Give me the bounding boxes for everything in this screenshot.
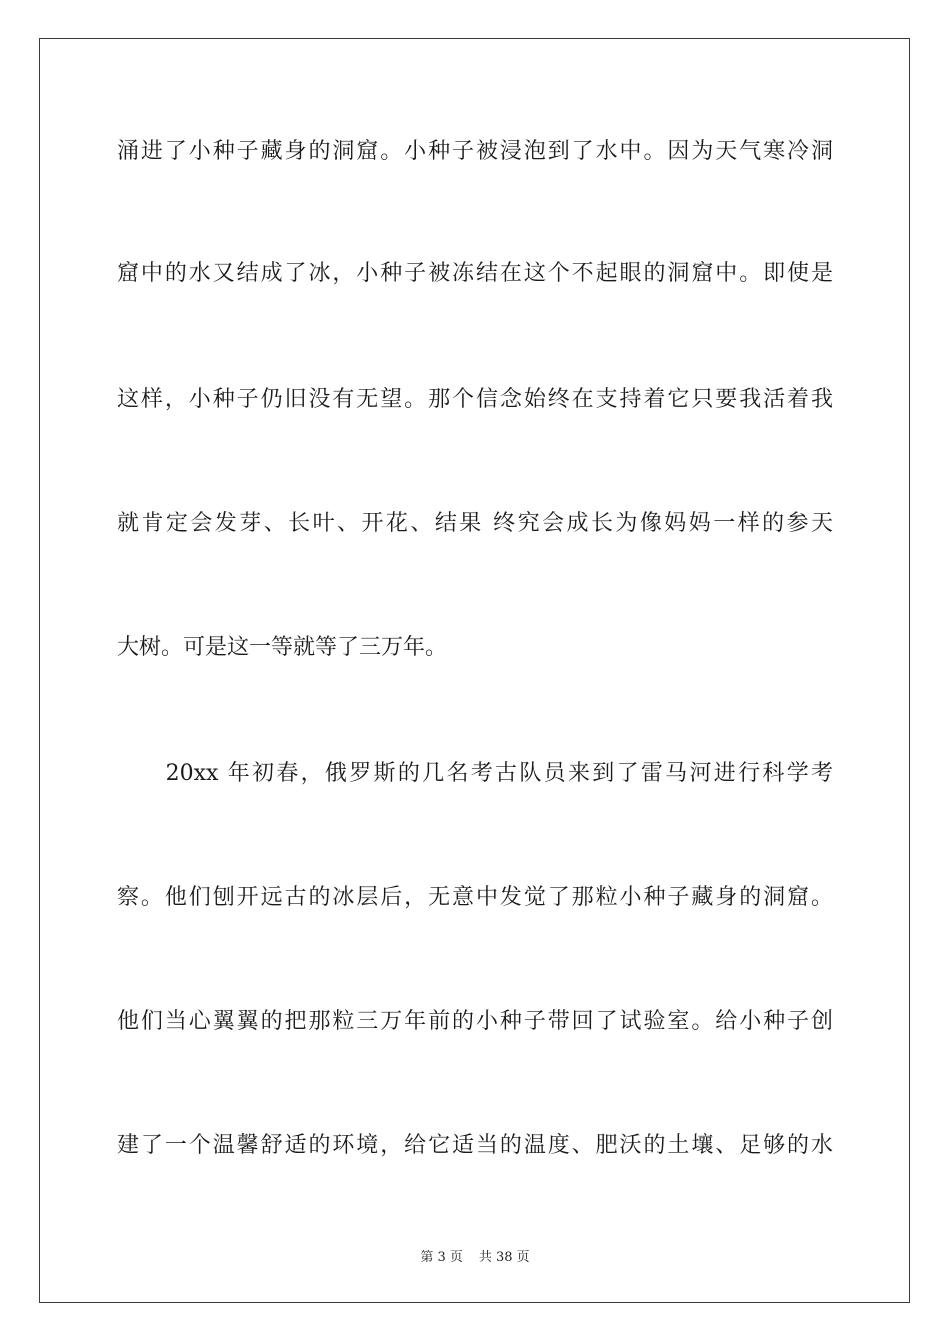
text-line: 这样，小种子仍旧没有无望。那个信念始终在支持着它只要我活着我 [117, 387, 833, 412]
page-total: 共 38 页 [478, 1250, 530, 1265]
text-line: 窟中的水又结成了冰，小种子被冻结在这个不起眼的洞窟中。即使是 [117, 261, 833, 286]
text-line: 就肯定会发芽、长叶、开花、结果 终究会成长为像妈妈一样的参天 [117, 511, 833, 536]
text-line: 建了一个温馨舒适的环境，给它适当的温度、肥沃的土壤、足够的水 [117, 1133, 833, 1158]
page-footer [0, 1246, 950, 1265]
text-line: 涌进了小种子藏身的洞窟。小种子被浸泡到了水中。因为天气寒冷洞 [117, 139, 833, 164]
text-line: 察。他们刨开远古的冰层后，无意中发觉了那粒小种子藏身的洞窟。 [117, 885, 833, 910]
text-line: 20xx 年初春，俄罗斯的几名考古队员来到了雷马河进行科学考 [117, 761, 833, 786]
text-line: 他们当心翼翼的把那粒三万年前的小种子带回了试验室。给小种子创 [117, 1009, 833, 1034]
page-number: 第 3 页 [420, 1250, 463, 1265]
text-line: 大树。可是这一等就等了三万年。 [117, 635, 448, 660]
page-border [39, 38, 910, 1303]
